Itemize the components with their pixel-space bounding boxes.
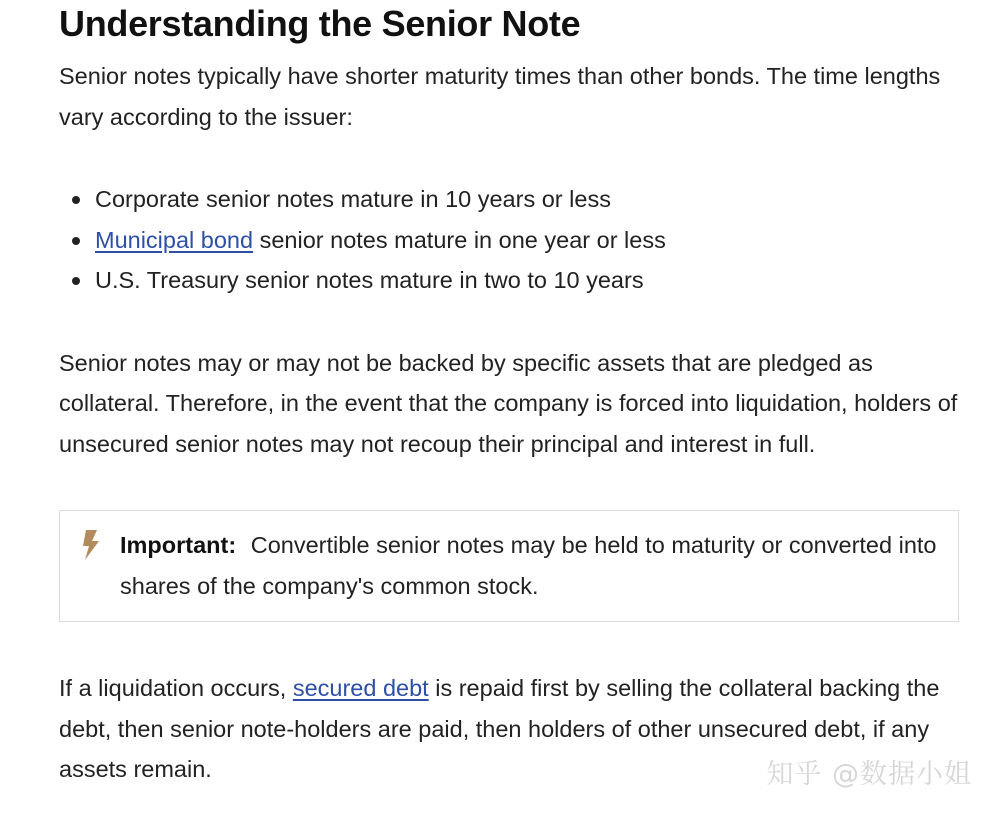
lightning-bolt-icon (80, 529, 102, 561)
municipal-bond-link[interactable]: Municipal bond (95, 226, 254, 253)
list-item-text: Corporate senior notes mature in 10 years or less (95, 186, 611, 212)
liquidation-text-before: If a liquidation occurs, (59, 675, 293, 701)
bullet-icon (72, 196, 80, 204)
liquidation-text-after: is repaid first by selling the collateral backing the debt, then senior note-holders are paid, then holders of other unsecured debt, if any assets remain. (59, 675, 940, 782)
watermark: 知乎 @数据小姐 (766, 759, 972, 790)
list-item (95, 220, 964, 261)
bullet-icon (72, 237, 80, 245)
intro-paragraph: Senior notes typically have shorter maturity times than other bonds. The time lengths vary according to the issuer: (59, 63, 941, 130)
bullet-icon (72, 277, 80, 285)
callout-body: Convertible senior notes may be held to maturity or converted into shares of the company's common stock. (120, 532, 937, 599)
maturity-list (59, 179, 964, 301)
callout-label: Important: (120, 532, 237, 558)
liquidation-paragraph (59, 668, 964, 790)
callout-text (120, 525, 938, 607)
important-callout (59, 510, 959, 622)
article (59, 0, 964, 790)
list-item (95, 179, 964, 220)
collateral-paragraph: Senior notes may or may not be backed by specific assets that are pledged as collateral. Therefore, in the event that the company is forced into liquidation, holders of unsecured senior notes may not recoup their principal and interest in full. (59, 349, 958, 457)
list-item-text: U.S. Treasury senior notes mature in two to 10 years (95, 267, 644, 293)
secured-debt-link[interactable]: secured debt (292, 675, 429, 701)
section-heading: Understanding the Senior Note (59, 3, 581, 44)
list-item (95, 260, 964, 301)
list-item-text: senior notes mature in one year or less (253, 226, 666, 253)
